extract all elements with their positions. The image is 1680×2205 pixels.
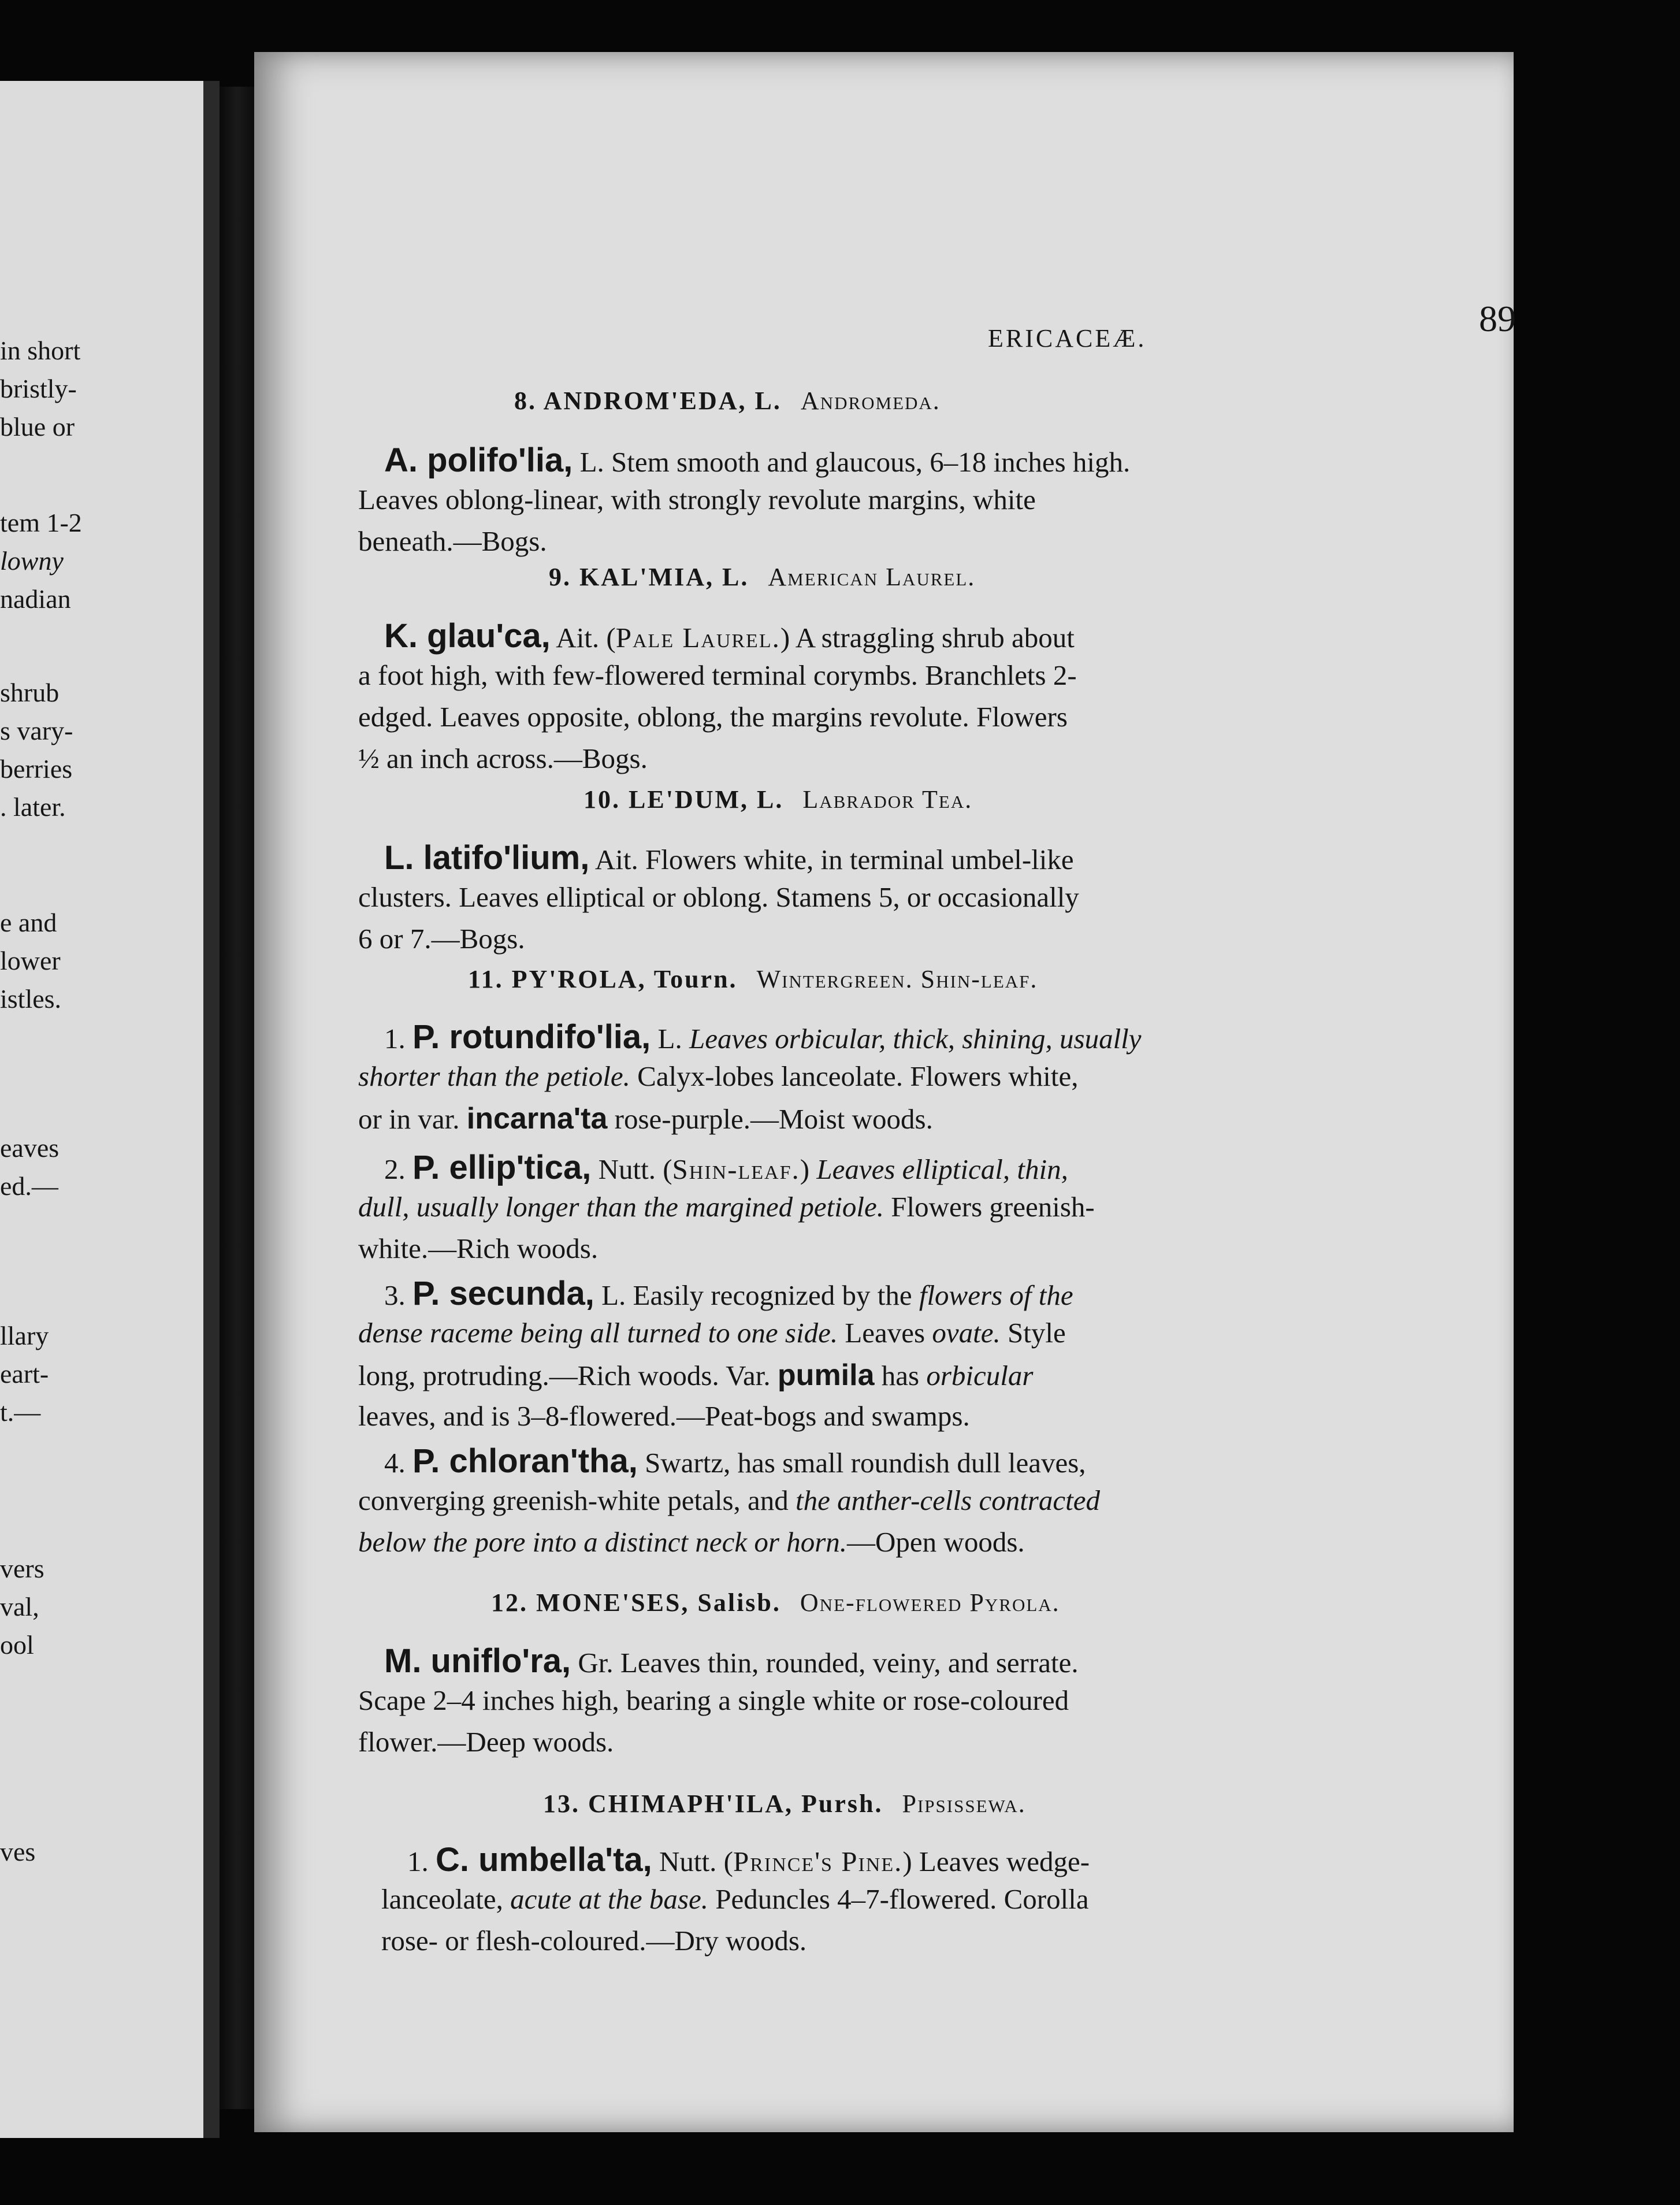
left-facing-page	[0, 81, 220, 2138]
species-entry-line: 1. C. umbella'ta, Nutt. (Prince's Pine.) Leaves wedge-	[407, 1841, 1090, 1879]
left-fragment: ool	[0, 1630, 34, 1660]
genus-heading-andromeda	[514, 388, 941, 414]
species-entry-line: 4. P. chloran'tha, Swartz, has small roundish dull leaves,	[384, 1442, 1086, 1480]
genus-heading-pyrola	[468, 967, 1038, 992]
left-fragment: ed.—	[0, 1171, 58, 1201]
page-number: 89	[1479, 298, 1516, 339]
species-entry-line: 3. P. secunda, L. Easily recognized by the flowers of the	[384, 1275, 1073, 1312]
species-entry-line: 1. P. rotundifo'lia, L. Leaves orbicular, thick, shining, usually	[384, 1018, 1142, 1056]
common-name: One-flowered Pyrola.	[800, 1588, 1060, 1617]
common-name: American Laurel.	[768, 563, 976, 591]
left-fragment: val,	[0, 1592, 39, 1621]
description-line: 6 or 7.—Bogs.	[358, 923, 525, 955]
description-line: clusters. Leaves elliptical or oblong. Stamens 5, or occasionally	[358, 881, 1079, 913]
genus-name: 11. PY'ROLA, Tourn.	[468, 965, 738, 993]
left-fragment: llary	[0, 1321, 49, 1350]
description-line: beneath.—Bogs.	[358, 525, 547, 557]
left-fragment: t.—	[0, 1397, 41, 1427]
genus-name: 8. ANDROM'EDA, L.	[514, 387, 782, 415]
genus-heading-kalmia	[549, 565, 975, 590]
left-fragment: vers	[0, 1554, 44, 1583]
left-fragment: tem 1-2	[0, 508, 82, 537]
left-fragment: eart-	[0, 1359, 49, 1389]
running-head: ERICACEÆ.	[988, 324, 1147, 352]
species-name: P. rotundifo'lia,	[412, 1018, 651, 1056]
left-fragment: berries	[0, 754, 73, 784]
genus-name: 12. MONE'SES, Salisb.	[491, 1588, 781, 1617]
species-name: P. chloran'tha,	[412, 1442, 638, 1480]
left-fragment: lowny	[0, 546, 64, 576]
genus-name: 13. CHIMAPH'ILA, Pursh.	[543, 1790, 883, 1818]
left-fragment: eaves	[0, 1133, 60, 1163]
species-name: A. polifo'lia,	[384, 441, 573, 479]
description-line: ½ an inch across.—Bogs.	[358, 743, 648, 774]
description-line: Leaves oblong-linear, with strongly revolute margins, white	[358, 484, 1036, 515]
left-fragment: bristly-	[0, 374, 77, 403]
description-line: shorter than the petiole. Calyx-lobes lanceolate. Flowers white,	[358, 1060, 1079, 1092]
common-name: Pipsissewa.	[902, 1790, 1026, 1818]
species-entry-line: L. latifo'lium, Ait. Flowers white, in terminal umbel-like	[384, 839, 1074, 877]
left-fragment: . later.	[0, 792, 66, 822]
species-name: P. secunda,	[412, 1275, 594, 1312]
species-entry-line: A. polifo'lia, L. Stem smooth and glaucous, 6–18 inches high.	[384, 441, 1131, 479]
description-line: flower.—Deep woods.	[358, 1726, 614, 1758]
left-fragment: s vary-	[0, 716, 73, 745]
variety-name: incarna'ta	[466, 1102, 608, 1135]
description-line: dull, usually longer than the margined petiole. Flowers greenish-	[358, 1191, 1095, 1223]
genus-heading-chimaphila	[543, 1791, 1026, 1817]
common-name: Labrador Tea.	[802, 785, 973, 814]
species-entry-line: M. uniflo'ra, Gr. Leaves thin, rounded, veiny, and serrate.	[384, 1642, 1079, 1680]
left-fragment: e and	[0, 908, 57, 937]
description-line: edged. Leaves opposite, oblong, the margins revolute. Flowers	[358, 701, 1068, 733]
species-entry-line: 2. P. ellip'tica, Nutt. (Shin-leaf.) Leaves elliptical, thin,	[384, 1149, 1068, 1186]
species-name: C. umbella'ta,	[436, 1841, 652, 1879]
description-line: leaves, and is 3–8-flowered.—Peat-bogs and swamps.	[358, 1400, 970, 1432]
species-name: K. glau'ca,	[384, 617, 551, 655]
description-line: white.—Rich woods.	[358, 1233, 599, 1264]
genus-name: 10. LE'DUM, L.	[583, 785, 784, 814]
common-name: Wintergreen. Shin-leaf.	[756, 965, 1038, 993]
species-name: L. latifo'lium,	[384, 839, 590, 877]
description-line: lanceolate, acute at the base. Peduncles 4–7-flowered. Corolla	[381, 1883, 1089, 1915]
genus-heading-moneses	[491, 1590, 1060, 1616]
species-name: P. ellip'tica,	[412, 1149, 592, 1186]
genus-heading-ledum	[583, 787, 972, 812]
description-line: Scape 2–4 inches high, bearing a single white or rose-coloured	[358, 1684, 1069, 1716]
left-fragment: in short	[0, 336, 81, 365]
left-fragment: lower	[0, 946, 61, 975]
left-fragment: blue or	[0, 412, 75, 441]
description-line: below the pore into a distinct neck or horn.—Open woods.	[358, 1526, 1025, 1558]
left-fragment: istles.	[0, 984, 62, 1014]
left-fragment: shrub	[0, 678, 60, 707]
genus-name: 9. KAL'MIA, L.	[549, 563, 749, 591]
book-page	[254, 52, 1514, 2132]
description-line: long, protruding.—Rich woods. Var. pumila has orbicular	[358, 1358, 1034, 1392]
common-name: Andromeda.	[800, 387, 941, 415]
description-line: converging greenish-white petals, and the anther-cells contracted	[358, 1484, 1100, 1516]
description-line: dense raceme being all turned to one side. Leaves ovate. Style	[358, 1317, 1066, 1349]
species-entry-line: K. glau'ca, Ait. (Pale Laurel.) A straggling shrub about	[384, 617, 1075, 655]
description-line: rose- or flesh-coloured.—Dry woods.	[381, 1925, 807, 1957]
description-line: or in var. incarna'ta rose-purple.—Moist woods.	[358, 1102, 933, 1135]
book-gutter	[220, 87, 254, 2109]
variety-name: pumila	[777, 1358, 875, 1392]
left-fragment: ves	[0, 1837, 36, 1866]
left-fragment: nadian	[0, 584, 71, 614]
description-line: a foot high, with few-flowered terminal corymbs. Branchlets 2-	[358, 659, 1077, 691]
species-name: M. uniflo'ra,	[384, 1642, 571, 1680]
